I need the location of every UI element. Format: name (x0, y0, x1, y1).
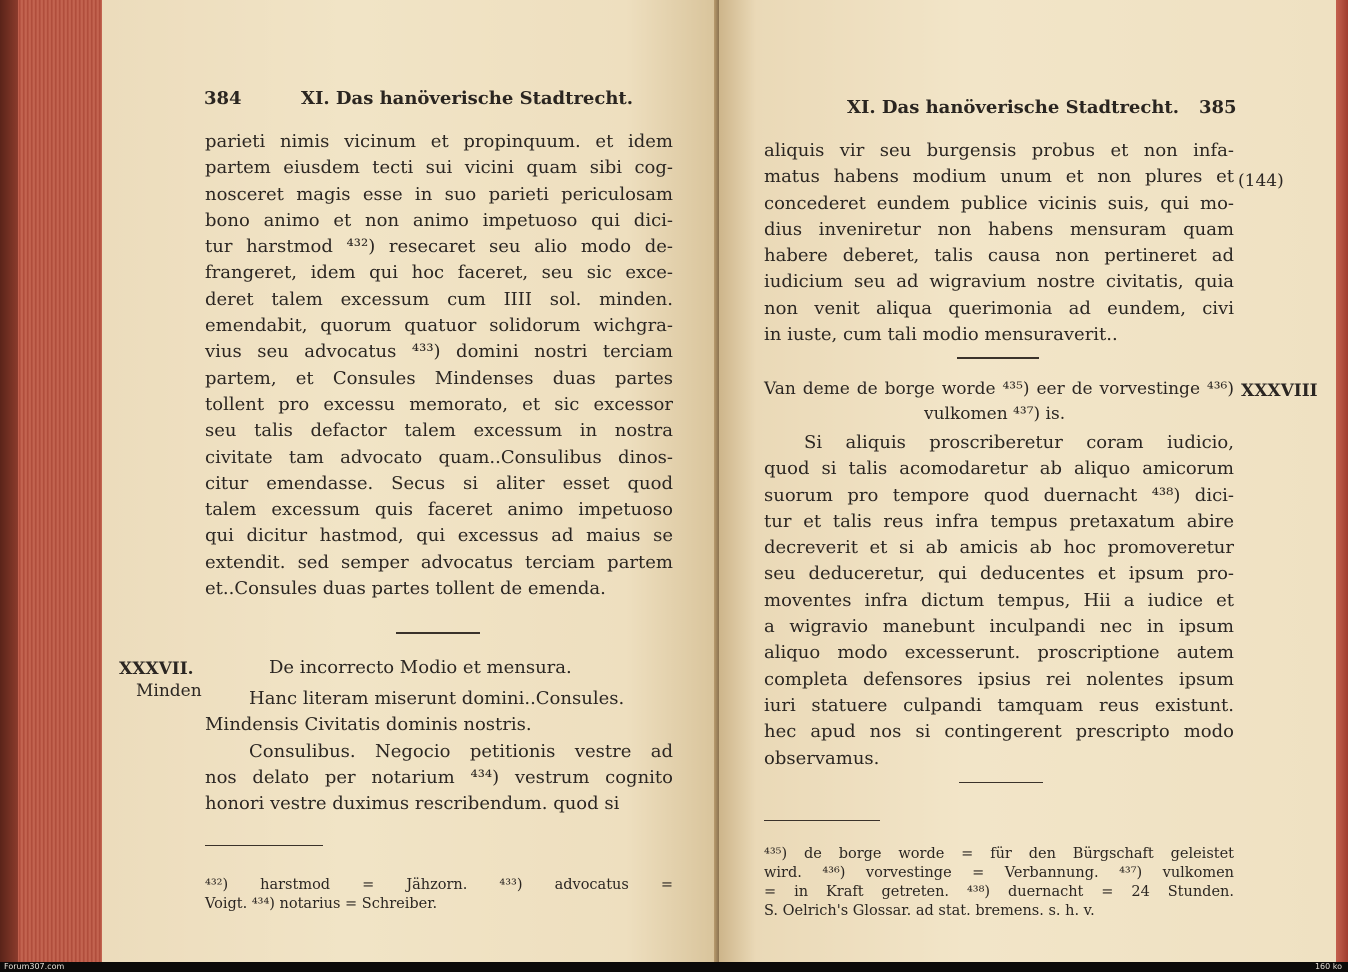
section-number: XXXVIII (1241, 381, 1318, 401)
text-line: decreverit et si ab amicis ab hoc promoveretur (764, 537, 1234, 559)
text-line: observamus. (764, 747, 880, 769)
text-line: extendit. sed semper advocatus terciam partem (205, 551, 673, 573)
text-line: tur harstmod ⁴³²) resecaret seu alio modo de- (205, 236, 673, 258)
right-footnotes (764, 845, 1234, 921)
text-line: moventes infra dictum tempus, Hii a iudice et (764, 589, 1234, 611)
status-bar (0, 962, 1348, 972)
section-title: De incorrecto Modio et mensura. (269, 657, 572, 678)
footnote-line: ⁴³²) harstmod = Jähzorn. ⁴³³) advocatus = (205, 877, 673, 893)
footnote-line: S. Oelrich's Glossar. ad stat. bremens. s. h. v. (764, 903, 1095, 919)
text-line: aliquo modo excesserunt. proscriptione autem (764, 642, 1234, 664)
section-place: Minden (136, 681, 202, 701)
text-line: citur emendasse. Secus si aliter esset quod (205, 472, 673, 494)
right-body-text (764, 138, 1234, 348)
margin-number: (144) (1238, 171, 1284, 191)
section-divider (396, 632, 480, 634)
text-line: iudicium seu ad wigravium nostre civitatis, quia (764, 271, 1234, 293)
text-line: suorum pro tempore quod duernacht ⁴³⁸) dici- (764, 484, 1234, 506)
left-body-text (205, 129, 673, 602)
text-line: matus habens modium unum et non plures et (764, 166, 1234, 188)
text-line: tur et talis reus infra tempus pretaxatum abire (764, 510, 1234, 532)
book-edge-left (0, 0, 104, 962)
footnote-rule (205, 845, 323, 846)
text-line: Hanc literam miserunt domini..Consules. (249, 688, 625, 709)
footnote-rule (764, 820, 880, 821)
book-edge-right (1336, 0, 1348, 962)
left-running-head: XI. Das hanöverische Stadtrecht. (301, 88, 634, 109)
text-line: non venit aliqua querimonia ad eundem, civi (764, 297, 1234, 319)
section-number: XXXVII. (119, 659, 194, 679)
text-line: tollent pro excessu memorato, et sic excessor (205, 393, 673, 415)
footnote-line: wird. ⁴³⁶) vorvestinge = Verbannung. ⁴³⁷) vulkomen (764, 865, 1234, 881)
text-line: qui dicitur hastmod, qui excessus ad maius se (205, 525, 673, 547)
text-line: seu deduceretur, qui deducentes et ipsum pro- (764, 563, 1234, 585)
text-line: nos delato per notarium ⁴³⁴) vestrum cognito (205, 766, 673, 788)
footnote-line: Voigt. ⁴³⁴) notarius = Schreiber. (205, 896, 438, 912)
text-line: completa defensores ipsius rei nolentes ipsum (764, 668, 1234, 690)
text-line: iuri statuere culpandi tamquam reus existunt. (764, 694, 1234, 716)
section-heading-line-2: vulkomen ⁴³⁷) is. (924, 404, 1066, 424)
text-line: deret talem excessum cum IIII sol. minden. (205, 288, 673, 310)
text-line: partem eiusdem tecti sui vicini quam sibi cog- (205, 157, 673, 179)
text-line: seu talis defactor talem excessum in nostra (205, 420, 673, 442)
text-line: in iuste, cum tali modio mensuraverit.. (764, 324, 1118, 346)
left-footnotes (205, 876, 673, 914)
right-running-head: XI. Das hanöverische Stadtrecht. (847, 97, 1180, 118)
text-line: partem, et Consules Mindenses duas partes (205, 367, 673, 389)
text-line: Si aliquis proscriberetur coram iudicio, (804, 432, 1234, 453)
text-line: emendabit, quorum quatuor solidorum wichgra- (205, 315, 673, 337)
section-heading-line-1: Van deme de borge worde ⁴³⁵) eer de vorvestinge ⁴³⁶) (764, 379, 1234, 399)
left-section-text (205, 686, 673, 817)
image-size: 160 ko (1314, 962, 1342, 971)
text-line: concederet eundem publice vicinis suis, qui mo- (764, 192, 1234, 214)
end-divider (959, 782, 1043, 783)
footnote-line: ⁴³⁵) de borge worde = für den Bürgschaft geleistet (764, 846, 1234, 862)
right-page-number: 385 (1199, 97, 1237, 118)
text-line: Mindensis Civitatis dominis nostris. (205, 714, 532, 736)
text-line: vius seu advocatus ⁴³³) domini nostri terciam (205, 341, 673, 363)
text-line: aliquis vir seu burgensis probus et non infa- (764, 140, 1234, 161)
text-line: nosceret magis esse in suo parieti periculosam (205, 183, 673, 205)
text-line: honori vestre duximus rescribendum. quod si (205, 793, 620, 815)
left-page (102, 0, 719, 962)
text-line: frangeret, idem qui hoc faceret, seu sic exce- (205, 262, 673, 284)
text-line: civitate tam advocato quam..Consulibus dinos- (205, 446, 673, 468)
text-line: Consulibus. Negocio petitionis vestre ad (249, 740, 673, 762)
text-line: hec apud nos si contingerent prescripto modo (764, 721, 1234, 743)
right-page (719, 0, 1336, 962)
text-line: dius inveniretur non habens mensuram quam (764, 218, 1234, 240)
watermark: Forum307.com (4, 962, 65, 971)
footnote-line: = in Kraft getreten. ⁴³⁸) duernacht = 24 Stunden. (764, 884, 1234, 900)
text-line: bono animo et non animo impetuoso qui dici- (205, 209, 673, 231)
left-page-number: 384 (204, 88, 242, 109)
text-line: talem excessum quis faceret animo impetuoso (205, 499, 673, 521)
right-section-text (764, 430, 1234, 772)
text-line: a wigravio manebunt inculpandi nec in ipsum (764, 616, 1234, 638)
text-line: habere deberet, talis causa non pertineret ad (764, 245, 1234, 267)
text-line: et..Consules duas partes tollent de emenda. (205, 578, 606, 600)
text-line: parieti nimis vicinum et propinquum. et idem (205, 131, 673, 152)
section-divider (957, 357, 1039, 359)
text-line: quod si talis acomodaretur ab aliquo amicorum (764, 458, 1234, 480)
